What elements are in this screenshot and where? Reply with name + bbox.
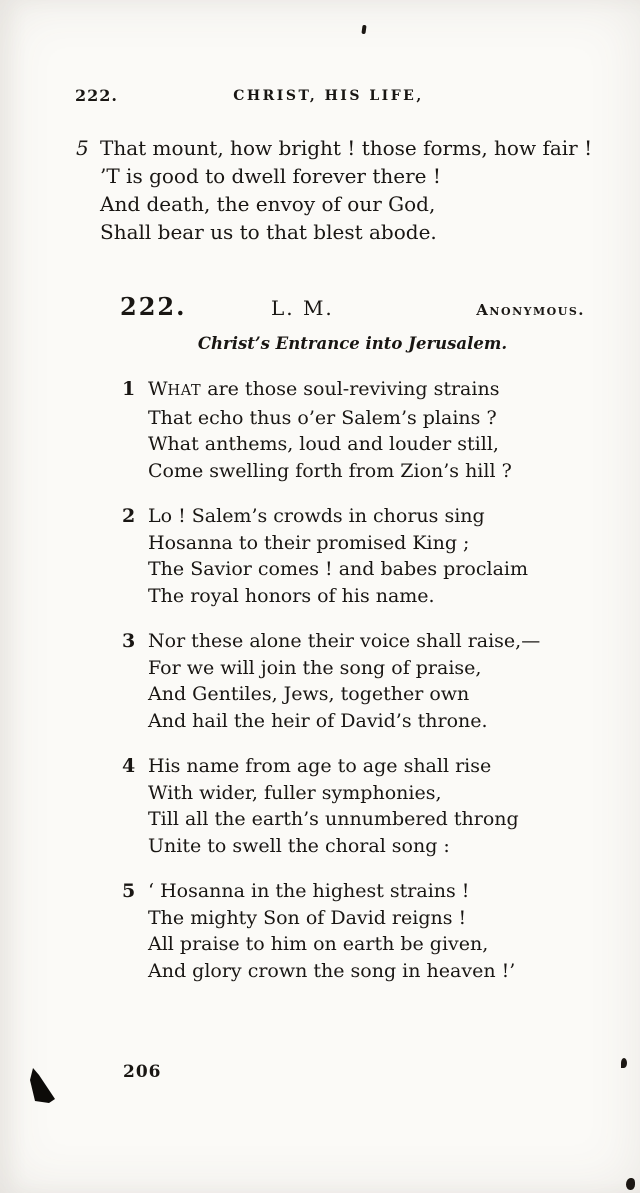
previous-hymn-stanza <box>76 134 612 246</box>
stanza-line: And glory crown the song in heaven !’ <box>148 959 516 982</box>
page-header <box>75 86 582 108</box>
stanza-line: The Savior comes ! and babes proclaim <box>148 558 528 580</box>
stanza-line: Till all the earth’s unnumbered throng <box>148 808 519 830</box>
stanza-line: With wider, fuller symphonies, <box>148 781 442 804</box>
stanza-line <box>76 134 612 162</box>
scan-speck-icon <box>621 1058 627 1068</box>
stanza-line: Hosanna to their promised King ; <box>148 531 470 554</box>
stanza-line: And death, the envoy of our God, <box>100 192 436 216</box>
stanza-number: 5 <box>122 880 136 902</box>
hymn-stanza <box>122 878 610 984</box>
stanza-line <box>122 503 610 530</box>
stanza-line <box>122 878 610 905</box>
stanza-line-text: Lo ! Salem’s crowds in chorus sing <box>148 505 485 527</box>
stanza-line: Unite to swell the choral song : <box>148 834 450 857</box>
scan-speck-icon <box>361 25 366 34</box>
hymn-stanza <box>122 753 610 859</box>
stanza-line-text: That mount, how bright ! those forms, how fair ! <box>100 136 593 160</box>
stanza-line: Shall bear us to that blest abode. <box>100 220 437 244</box>
hymn-number: 222. <box>120 292 187 321</box>
hymn-stanzas <box>122 376 610 984</box>
stanza-line: All praise to him on earth be given, <box>148 933 489 955</box>
stanza-number: 3 <box>122 630 136 652</box>
hymn-stanza <box>122 628 610 734</box>
running-title: CHRIST, HIS LIFE, <box>233 88 424 104</box>
hymn-stanza <box>122 503 610 609</box>
stanza-line <box>122 753 610 780</box>
stanza-number: 2 <box>122 505 136 527</box>
stanza-line: The mighty Son of David reigns ! <box>148 906 467 929</box>
stanza-line-text: WHAT are those soul-reviving strains <box>148 378 500 400</box>
stanza-line-text: His name from age to age shall rise <box>148 755 492 777</box>
hymn-heading <box>120 292 585 321</box>
stanza-line: And Gentiles, Jews, together own <box>148 683 470 705</box>
stanza-line-text: Nor these alone their voice shall raise,— <box>148 630 541 652</box>
stanza-line: ’T is good to dwell forever there ! <box>100 164 441 188</box>
page-number-top: 222. <box>75 86 118 105</box>
stanza-line: That echo thus o’er Salem’s plains ? <box>148 406 497 429</box>
stanza-line: What anthems, loud and louder still, <box>148 433 499 455</box>
page-number-bottom: 206 <box>123 1062 162 1082</box>
stanza-line-text: ‘ Hosanna in the highest strains ! <box>148 880 470 902</box>
stanza-line: And hail the heir of David’s throne. <box>148 709 488 732</box>
hymn-author: Anonymous. <box>476 301 585 319</box>
stanza-number: 5 <box>76 136 89 160</box>
scan-speck-icon <box>626 1178 635 1190</box>
ink-blot-artifact <box>28 1068 58 1104</box>
hymn-subtitle: Christ’s Entrance into Jerusalem. <box>197 334 508 353</box>
stanza-line: The royal honors of his name. <box>148 584 435 607</box>
stanza-line: Come swelling forth from Zion’s hill ? <box>148 459 512 482</box>
stanza-number: 4 <box>122 755 136 777</box>
stanza-number: 1 <box>122 378 136 400</box>
stanza-line <box>122 628 610 655</box>
stanza-line <box>122 376 610 405</box>
hymn-stanza <box>122 376 610 484</box>
hymn-meter: L. M. <box>270 296 334 320</box>
stanza-line: For we will join the song of praise, <box>148 656 482 679</box>
